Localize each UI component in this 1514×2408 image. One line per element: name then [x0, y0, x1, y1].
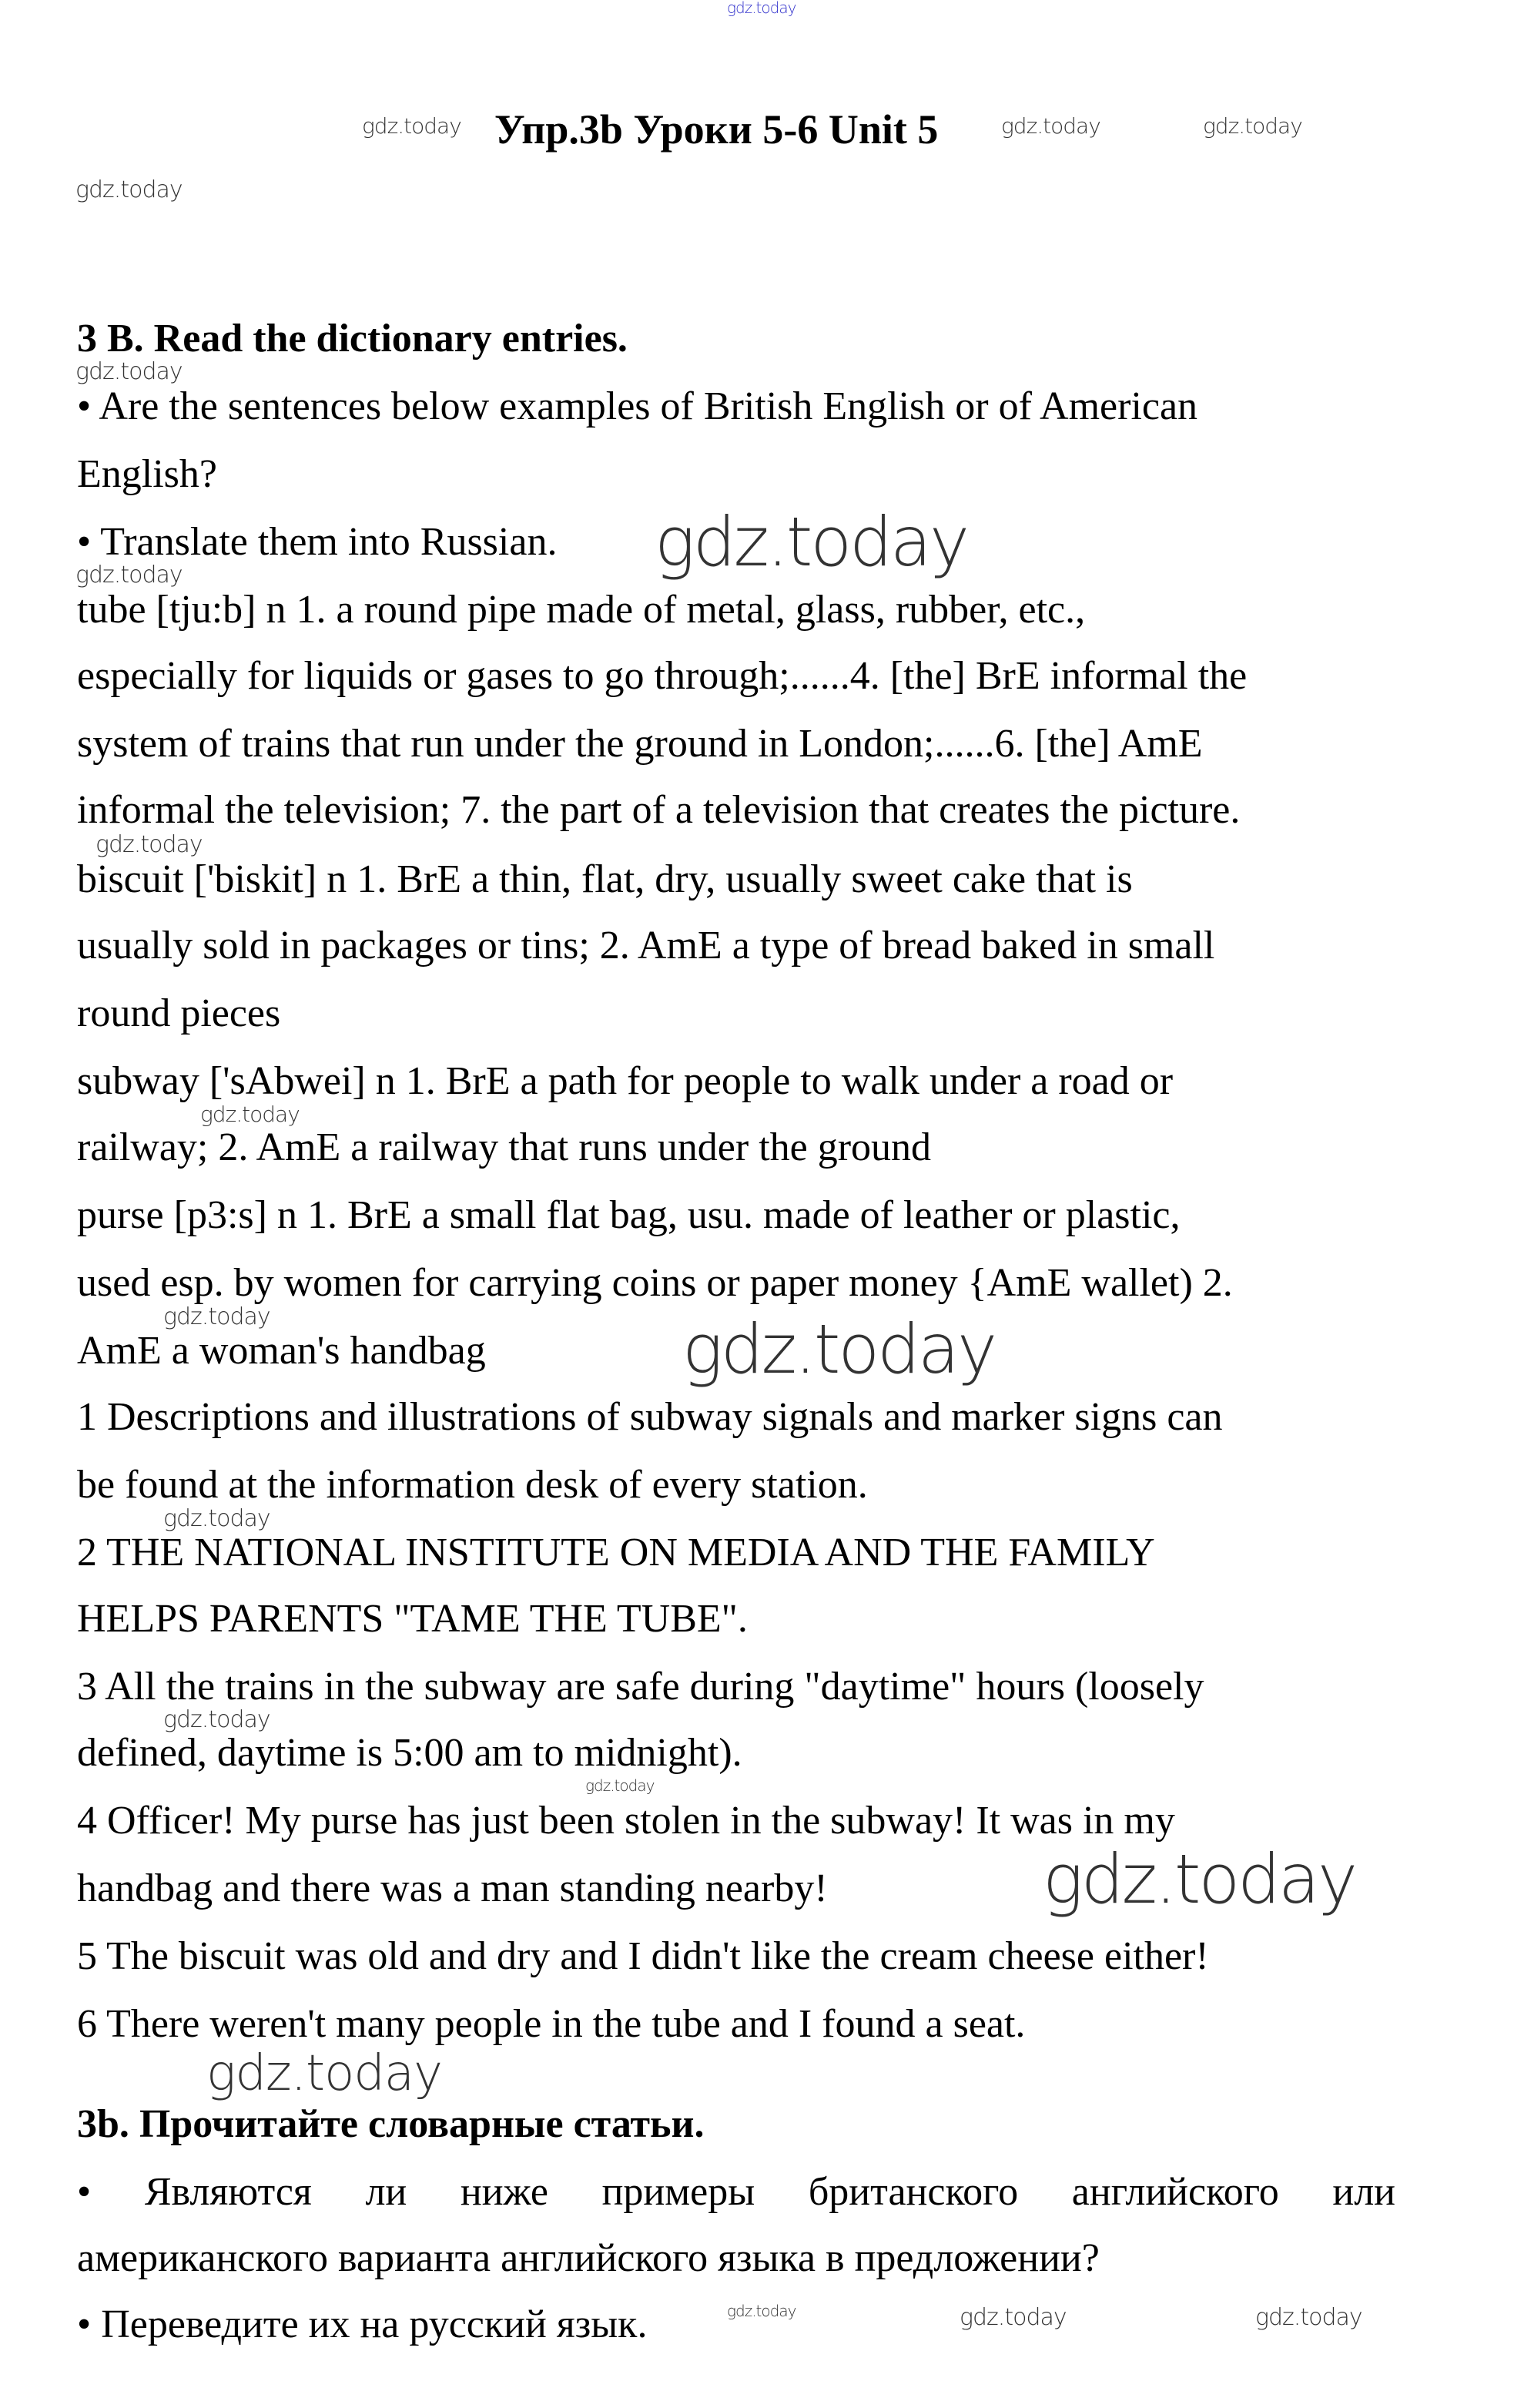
watermark: gdz.today: [362, 113, 461, 139]
text-line: especially for liquids or gases to go through;......4. [the] BrE informal the: [77, 654, 1248, 698]
watermark: gdz.today: [727, 0, 796, 17]
watermark: gdz.today: [163, 1303, 270, 1330]
text-line-ru: американского варианта английского языка в предложении?: [77, 2236, 1100, 2280]
text-line: subway ['sAbwei] n 1. BrE a path for people to walk under a road or: [77, 1059, 1174, 1103]
text-line: defined, daytime is 5:00 am to midnight).: [77, 1731, 742, 1775]
watermark: gdz.today: [960, 2304, 1067, 2331]
text-line: usually sold in packages or tins; 2. AmE a type of bread baked in small: [77, 924, 1215, 968]
watermark: gdz.today: [75, 562, 183, 589]
watermark: gdz.today: [655, 502, 968, 582]
text-line: handbag and there was a man standing nearby!: [77, 1866, 828, 1910]
text-line: railway; 2. AmE a railway that runs under the ground: [77, 1125, 932, 1169]
watermark: gdz.today: [163, 1706, 270, 1733]
watermark: gdz.today: [200, 1102, 300, 1127]
exercise-heading: 3 B. Read the dictionary entries.: [77, 317, 628, 361]
text-line-ru: • Являются ли ниже примеры британского английского или: [77, 2170, 1395, 2214]
text-line: 5 The biscuit was old and dry and I didn't like the cream cheese either!: [77, 1934, 1209, 1978]
text-line: informal the television; 7. the part of a television that creates the picture.: [77, 788, 1241, 832]
text-line: be found at the information desk of every station.: [77, 1463, 868, 1507]
text-line: English?: [77, 452, 217, 496]
watermark: gdz.today: [95, 831, 203, 858]
watermark: gdz.today: [585, 1776, 655, 1795]
text-line: 6 There weren't many people in the tube and I found a seat.: [77, 2002, 1026, 2046]
text-line: biscuit ['biskit] n 1. BrE a thin, flat, dry, usually sweet cake that is: [77, 857, 1133, 901]
text-line: HELPS PARENTS "TAME THE TUBE".: [77, 1597, 748, 1641]
watermark: gdz.today: [75, 176, 183, 203]
text-line: 3 All the trains in the subway are safe during "daytime" hours (loosely: [77, 1665, 1204, 1709]
watermark: gdz.today: [1203, 113, 1302, 139]
watermark: gdz.today: [727, 2302, 796, 2320]
text-line: AmE a woman's handbag: [77, 1329, 486, 1373]
text-line: • Are the sentences below examples of British English or of American: [77, 384, 1198, 428]
watermark: gdz.today: [1043, 1840, 1356, 1919]
text-line: 4 Officer! My purse has just been stolen in the subway! It was in my: [77, 1799, 1175, 1843]
page-title: Упр.3b Уроки 5-6 Unit 5: [494, 106, 939, 153]
watermark: gdz.today: [1255, 2304, 1362, 2331]
text-line: 2 THE NATIONAL INSTITUTE ON MEDIA AND THE FAMILY: [77, 1531, 1155, 1575]
text-line: purse [p3:s] n 1. BrE a small flat bag, usu. made of leather or plastic,: [77, 1193, 1181, 1237]
text-line-ru: • Переведите их на русский язык.: [77, 2302, 648, 2346]
text-line: round pieces: [77, 991, 281, 1035]
text-line: • Translate them into Russian.: [77, 520, 558, 564]
watermark: gdz.today: [206, 2045, 442, 2102]
watermark: gdz.today: [75, 358, 183, 385]
watermark: gdz.today: [682, 1310, 996, 1389]
text-line: 1 Descriptions and illustrations of subway signals and marker signs can: [77, 1395, 1223, 1439]
text-line: used esp. by women for carrying coins or paper money {AmE wallet) 2.: [77, 1261, 1233, 1305]
watermark: gdz.today: [163, 1505, 270, 1532]
text-line: system of trains that run under the ground in London;......6. [the] AmE: [77, 722, 1203, 766]
watermark: gdz.today: [1001, 113, 1100, 139]
exercise-heading-ru: 3b. Прочитайте словарные статьи.: [77, 2102, 705, 2146]
text-line: tube [tju:b] n 1. a round pipe made of metal, glass, rubber, etc.,: [77, 588, 1086, 632]
